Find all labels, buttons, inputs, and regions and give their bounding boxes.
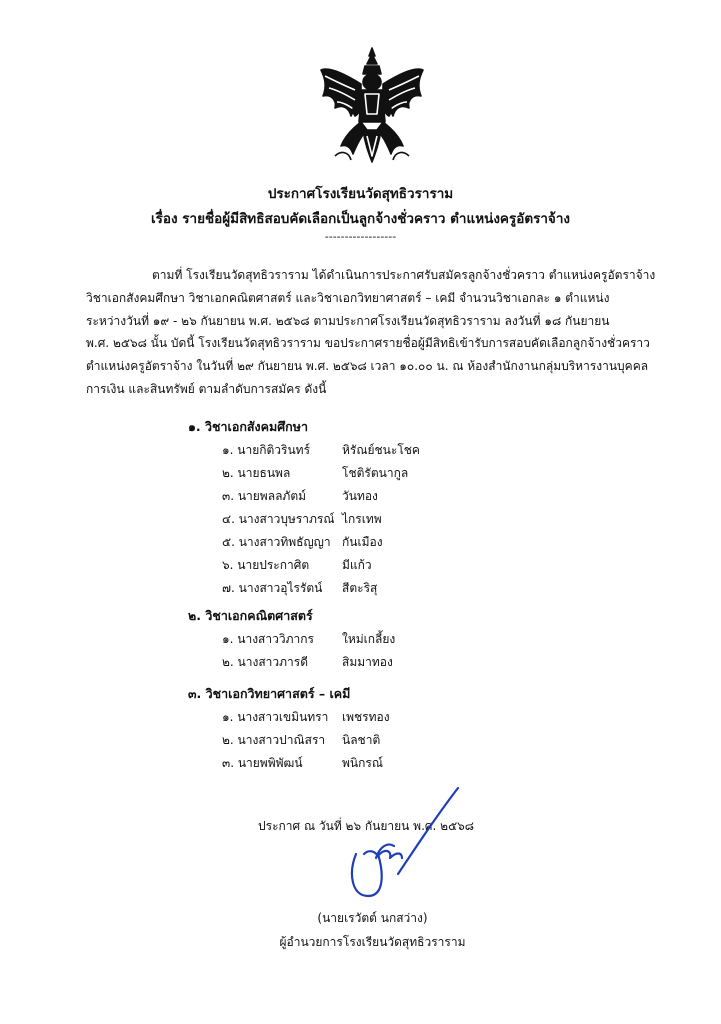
body-line: ระหว่างวันที่ ๑๙ - ๒๖ กันยายน พ.ศ. ๒๕๖๘ ตามประกาศโรงเรียนวัดสุทธิวราราม ลงวันที่ ๑๘ กันยายน — [86, 313, 610, 328]
list-item — [222, 510, 482, 529]
body-line: ตำแหน่งครูอัตราจ้าง ในวันที่ ๒๙ กันยายน พ.ศ. ๒๕๖๘ เวลา ๑๐.๐๐ น. ณ ห้องสำนักงานกลุ่มบริหารงานบุคคล — [86, 359, 649, 374]
candidate-last-name: เพชรทอง — [342, 710, 390, 724]
signer-title: ผู้อำนวยการโรงเรียนวัดสุทธิวราราม — [279, 935, 466, 949]
candidate-last-name: พนิกรณ์ — [342, 756, 383, 770]
candidate-first-name: ๗. นางสาวอุไรรัตน์ — [222, 581, 323, 595]
candidate-last-name: กันเมือง — [342, 535, 383, 549]
candidate-first-name: ๒. นางสาวปาณิสรา — [222, 733, 326, 747]
candidate-last-name: วันทอง — [342, 489, 378, 503]
garuda-emblem-icon — [315, 44, 430, 166]
candidate-last-name: โชติรัตนากูล — [342, 466, 409, 480]
candidate-first-name: ๑. นางสาวเขมินทรา — [222, 710, 329, 724]
list-item — [222, 464, 482, 483]
document-title: ประกาศโรงเรียนวัดสุทธิวราราม — [267, 186, 454, 202]
candidate-first-name: ๓. นายพพิพัฒน์ — [222, 756, 303, 770]
body-line: ตามที่ โรงเรียนวัดสุทธิวราราม ได้ดำเนินการประกาศรับสมัครลูกจ้างชั่วคราว ตำแหน่งครูอัตราจ้าง — [152, 268, 656, 282]
announcement-date: ประกาศ ณ วันที่ ๒๖ กันยายน พ.ศ. ๒๕๖๘ — [258, 819, 475, 833]
candidate-first-name: ๖. นายประกาศิต — [222, 558, 310, 572]
candidate-first-name: ๒. นายธนพล — [222, 466, 291, 480]
body-line: การเงิน และสินทรัพย์ ตามลำดับการสมัคร ดังนี้ — [86, 381, 327, 396]
body-paragraph — [86, 264, 656, 401]
section-heading: ๓. วิชาเอกวิทยาศาสตร์ – เคมี — [188, 686, 351, 701]
section-heading: ๑. วิชาเอกสังคมศึกษา — [188, 419, 309, 434]
list-item — [222, 731, 482, 750]
candidate-last-name: หิรัณย์ชนะโชค — [342, 443, 420, 457]
list-item — [222, 754, 482, 773]
signer-name: (นายเรวัตต์ นกสว่าง) — [317, 911, 428, 925]
candidate-last-name: สิมมาทอง — [342, 655, 393, 669]
body-line: พ.ศ. ๒๕๖๘ นั้น บัดนี้ โรงเรียนวัดสุทธิวราราม ขอประกาศรายชื่อผู้มีสิทธิเข้ารับการสอบคัดเลือกลูกจ้างชั่วคราว — [86, 336, 650, 351]
candidate-first-name: ๒. นางสาวภารดี — [222, 655, 309, 669]
list-item — [222, 708, 482, 727]
candidate-first-name: ๕. นางสาวทิพธัญญา — [222, 535, 331, 549]
list-item — [222, 630, 482, 649]
list-item — [222, 579, 482, 598]
title-divider: ------------------ — [324, 230, 397, 243]
candidate-last-name: สีตะริสุ — [342, 581, 378, 595]
candidate-first-name: ๔. นางสาวบุษราภรณ์ — [222, 512, 335, 526]
candidate-first-name: ๑. นายกิติวรินทร์ — [222, 443, 311, 457]
candidate-last-name: นิลชาติ — [342, 733, 381, 747]
list-item — [222, 556, 482, 575]
candidate-last-name: ใหม่เกลี้ยง — [342, 632, 396, 646]
list-item — [222, 653, 482, 672]
section-heading: ๒. วิชาเอกคณิตศาสตร์ — [188, 608, 313, 623]
list-item — [222, 487, 482, 506]
candidate-last-name: มีแก้ว — [342, 558, 372, 572]
document-subject: เรื่อง รายชื่อผู้มีสิทธิสอบคัดเลือกเป็นลูกจ้างชั่วคราว ตำแหน่งครูอัตราจ้าง — [150, 211, 570, 227]
handwritten-signature — [338, 784, 468, 904]
candidate-first-name: ๑. นางสาววิภากร — [222, 632, 314, 646]
candidate-last-name: ไกรเทพ — [342, 512, 382, 526]
candidate-first-name: ๓. นายพลลภัตม์ — [222, 489, 307, 503]
list-item — [222, 533, 482, 552]
list-item — [222, 441, 482, 460]
body-line: วิชาเอกสังคมศึกษา วิชาเอกคณิตศาสตร์ และวิชาเอกวิทยาศาสตร์ – เคมี จำนวนวิชาเอกละ ๑ ตำแหน่ง — [86, 290, 610, 305]
